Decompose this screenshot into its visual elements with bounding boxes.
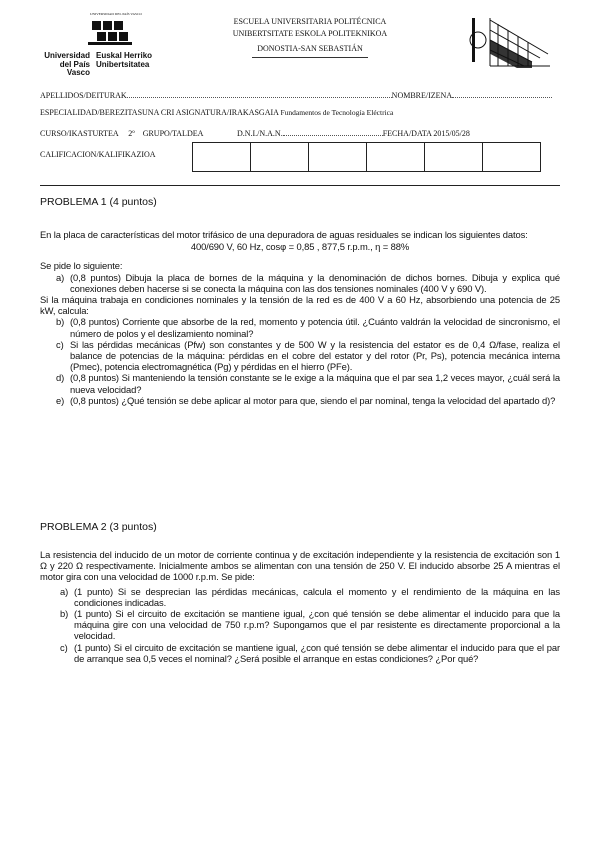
problem1-item-b	[40, 316, 560, 338]
university-logo	[40, 12, 153, 82]
problem1-condition: Si la máquina trabaja en condiciones nominales y la tensión de la red es de 400 V a 60 Hz, absorbiendo una potencia de 25 kW, calcula:	[40, 294, 560, 317]
grade-boxes	[192, 142, 541, 172]
header-divider	[252, 57, 368, 58]
grade-box[interactable]	[309, 143, 367, 172]
problem2-item-b	[40, 608, 560, 642]
grade-box[interactable]	[193, 143, 251, 172]
logo-right-line1: Euskal Herriko	[96, 51, 153, 60]
surname-row	[40, 89, 552, 100]
group-label: GRUPO/TALDEA	[142, 129, 203, 138]
problem1-item-c	[40, 339, 560, 373]
item-text: (1 punto) Si el circuito de excitación se mantiene igual, ¿con qué tensión se debe alimentar el inducido para que la máquina gire con una velocidad de 750 r.p.m? Supongamos que el par resistente es directamente proporcional a la velocidad.	[74, 608, 560, 642]
item-label: c)	[60, 641, 68, 653]
item-text: (0,8 puntos) Dibuja la placa de bornes de la máquina y la denominación de dichos bornes. Dibuja y explica qué conexiones deben hacerse si se conecta la máquina con las dos tensiones nominales (400 V y 690 V).	[70, 271, 560, 294]
problem1-intro: En la placa de características del motor trifásico de una depuradora de aguas residuales se indican los siguientes datos:	[40, 229, 528, 240]
name-label: NOMBRE/IZENA	[391, 91, 453, 100]
item-label: b)	[60, 608, 69, 620]
problem2-title: PROBLEMA 2 (3 puntos)	[40, 521, 157, 533]
logo-left-line2: del País Vasco	[59, 59, 90, 77]
problem2-intro: La resistencia del inducido de un motor de corriente continua y de excitación independiente y la resistencia de excitación son 1 Ω y 220 Ω respectivamente. Inicialmente ambos se alimentan con una tensión de 250 V. El inducido absorbe 25 A mientras el motor gira con una velocidad de 1000 r.p.m. Se pide:	[40, 549, 560, 583]
problem2-item-a	[40, 586, 560, 608]
date-label: FECHA/DATA	[382, 129, 432, 138]
surname-field[interactable]	[127, 89, 392, 98]
university-emblem-icon	[88, 18, 132, 48]
date-value: 2015/05/28	[433, 129, 470, 138]
item-label: a)	[60, 585, 69, 597]
grade-box[interactable]	[251, 143, 309, 172]
logo-right-line2: Unibertsitatea	[96, 59, 150, 69]
dni-field[interactable]	[283, 127, 383, 136]
item-label: d)	[56, 372, 65, 384]
item-label: e)	[56, 394, 65, 406]
school-name-es: ESCUELA UNIVERSITARIA POLITÉCNICA	[233, 17, 387, 26]
subject-value: Fundamentos de Tecnología Eléctrica	[280, 108, 394, 117]
problem1-item-d	[40, 372, 560, 394]
problem1-item-e	[40, 395, 560, 406]
logo-top-text: UNIVERSIDAD DEL PAÍS VASCO	[90, 12, 142, 16]
school-name-eu: UNIBERTSITATE ESKOLA POLITEKNIKOA	[232, 29, 388, 38]
surname-label: APELLIDOS/DEITURAK	[40, 91, 127, 100]
grade-box[interactable]	[367, 143, 425, 172]
course-value: 2º	[128, 129, 135, 138]
problem1-request: Se pide lo siguiente:	[40, 260, 123, 272]
grade-box[interactable]	[425, 143, 483, 172]
problem2-item-c	[40, 642, 560, 664]
item-text: (1 punto) Si el circuito de excitación se mantiene igual, ¿con qué tensión se debe alimentar el inducido para que el par de arranque sea 0,5 veces el nominal? ¿Será posible el arranque en estas condiciones? ¿Por qué?	[74, 641, 560, 664]
school-emblem-icon	[468, 10, 554, 68]
grade-label: CALIFICACION/KALIFIKAZIOA	[40, 150, 156, 159]
item-text: (0,8 puntos) Corriente que absorbe de la red, momento y potencia útil. ¿Cuánto valdrán la velocidad de sincronismo, el número de polos y el deslizamiento nominal?	[70, 316, 560, 339]
subject-row	[40, 108, 393, 117]
item-label: b)	[56, 316, 65, 328]
problem1-body	[40, 229, 560, 406]
name-field[interactable]	[452, 89, 552, 98]
problem1-item-a	[40, 272, 560, 294]
course-label: CURSO/IKASTURTEA	[40, 129, 119, 138]
course-row	[40, 127, 470, 138]
problem1-data: 400/690 V, 60 Hz, cosφ = 0,85 , 877,5 r.p.m., η = 88%	[190, 241, 410, 253]
item-text: (1 punto) Si se desprecian las pérdidas mecánicas, calcula el momento y el rendimiento de la máquina en las condiciones indicadas.	[74, 585, 560, 608]
item-text: (0,8 puntos) ¿Qué tensión se debe aplicar al motor para que, siendo el par nominal, tenga la velocidad del apartado d)?	[70, 394, 556, 406]
item-label: c)	[56, 338, 64, 350]
problem1-title: PROBLEMA 1 (4 puntos)	[40, 196, 157, 208]
item-text: Si las pérdidas mecánicas (Pfw) son constantes y de 500 W y la resistencia del estator es de 0,4 Ω/fase, realiza el balance de potencias de la máquina: pérdidas en el cobre del estator y del rotor (Pr, Ps), potencia mecánica interna (Pmec), potencia electromagnética (Pg) y pérdidas en el hierro (PFe).	[70, 338, 560, 373]
problem2-body	[40, 549, 560, 664]
specialty-subject-label: ESPECIALIDAD/BEREZITASUNA CRI ASIGNATURA/IRAKASGAIA	[40, 108, 279, 117]
section-divider	[40, 185, 560, 186]
item-label: a)	[56, 271, 65, 283]
item-text: (0,8 puntos) Si manteniendo la tensión constante se le exige a la máquina que el par sea 1,2 veces mayor, ¿cuál será la nueva velocidad?	[70, 372, 560, 395]
school-location: DONOSTIA-SAN SEBASTIÁN	[257, 44, 363, 53]
dni-label: D.N.I./N.A.N.	[236, 129, 283, 138]
grade-box[interactable]	[483, 143, 541, 172]
logo-left-line1: Universidad	[44, 51, 90, 60]
